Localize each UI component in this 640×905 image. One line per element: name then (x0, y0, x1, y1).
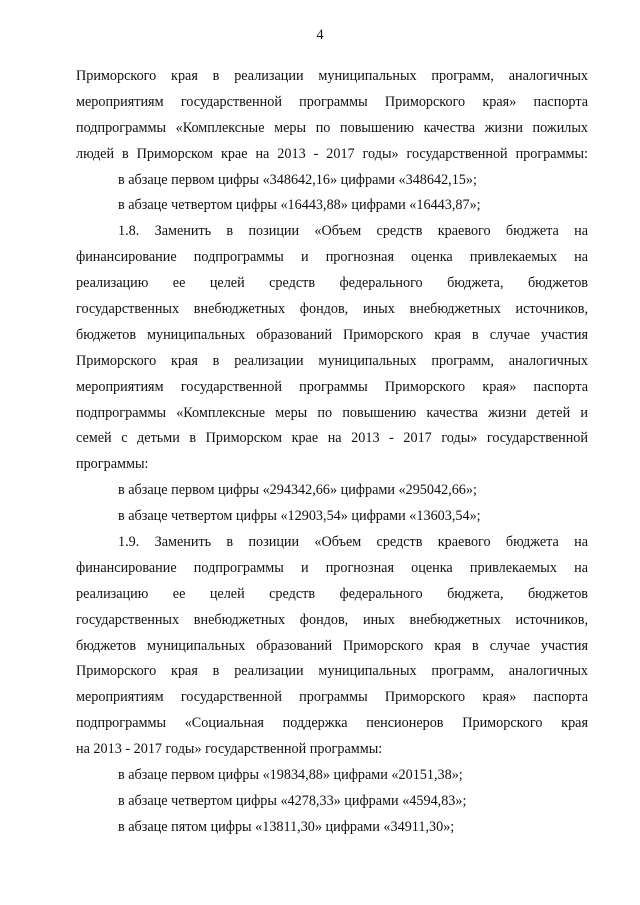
text-line: мероприятиям государственной программы Приморского края» паспорта (76, 93, 588, 110)
text-line: в абзаце четвертом цифры «4278,33» цифрами «4594,83»; (118, 792, 467, 809)
page-number: 4 (316, 27, 324, 43)
text-line: в абзаце пятом цифры «13811,30» цифрами «34911,30»; (118, 818, 455, 835)
text-line: 1.9. Заменить в позиции «Объем средств краевого бюджета на (118, 534, 588, 551)
text-line: мероприятиям государственной программы Приморского края» паспорта (76, 689, 588, 706)
text-line: подпрограммы «Комплексные меры по повышению качества жизни пожилых (76, 119, 588, 136)
text-line: бюджетов муниципальных образований Приморского края в случае участия (76, 326, 588, 343)
text-line: Приморского края в реализации муниципальных программ, аналогичных (76, 663, 588, 680)
text-line: государственных внебюджетных фондов, иных внебюджетных источников, (76, 301, 588, 318)
text-line: мероприятиям государственной программы Приморского края» паспорта (76, 378, 588, 395)
text-line: в абзаце первом цифры «348642,16» цифрами «348642,15»; (118, 171, 477, 188)
text-line: Приморского края в реализации муниципальных программ, аналогичных (76, 68, 588, 84)
document-body (76, 64, 588, 841)
text-line: подпрограммы «Комплексные меры по повышению качества жизни детей и (76, 404, 588, 421)
text-line: финансирование подпрограммы и прогнозная оценка привлекаемых на (76, 559, 588, 576)
text-line: реализацию ее целей средств федерального бюджета, бюджетов (76, 275, 588, 292)
text-line: людей в Приморском крае на 2013 - 2017 годы» государственной программы: (76, 145, 588, 162)
text-line: реализацию ее целей средств федерального бюджета, бюджетов (76, 585, 588, 602)
text-line: программы: (76, 456, 149, 473)
text-line: Приморского края в реализации муниципальных программ, аналогичных (76, 352, 588, 369)
text-line: на 2013 - 2017 годы» государственной программы: (76, 741, 383, 758)
text-line: финансирование подпрограммы и прогнозная оценка привлекаемых на (76, 249, 588, 266)
text-line: подпрограммы «Социальная поддержка пенсионеров Приморского края (76, 715, 588, 732)
text-line: в абзаце четвертом цифры «12903,54» цифрами «13603,54»; (118, 508, 481, 525)
text-line: 1.8. Заменить в позиции «Объем средств краевого бюджета на (118, 223, 588, 240)
text-line: семей с детьми в Приморском крае на 2013 - 2017 годы» государственной (76, 430, 588, 447)
text-line: государственных внебюджетных фондов, иных внебюджетных источников, (76, 611, 588, 628)
text-line: в абзаце четвертом цифры «16443,88» цифрами «16443,87»; (118, 197, 481, 214)
text-line: в абзаце первом цифры «19834,88» цифрами «20151,38»; (118, 767, 463, 784)
text-line: бюджетов муниципальных образований Приморского края в случае участия (76, 637, 588, 654)
text-line: в абзаце первом цифры «294342,66» цифрами «295042,66»; (118, 482, 477, 499)
